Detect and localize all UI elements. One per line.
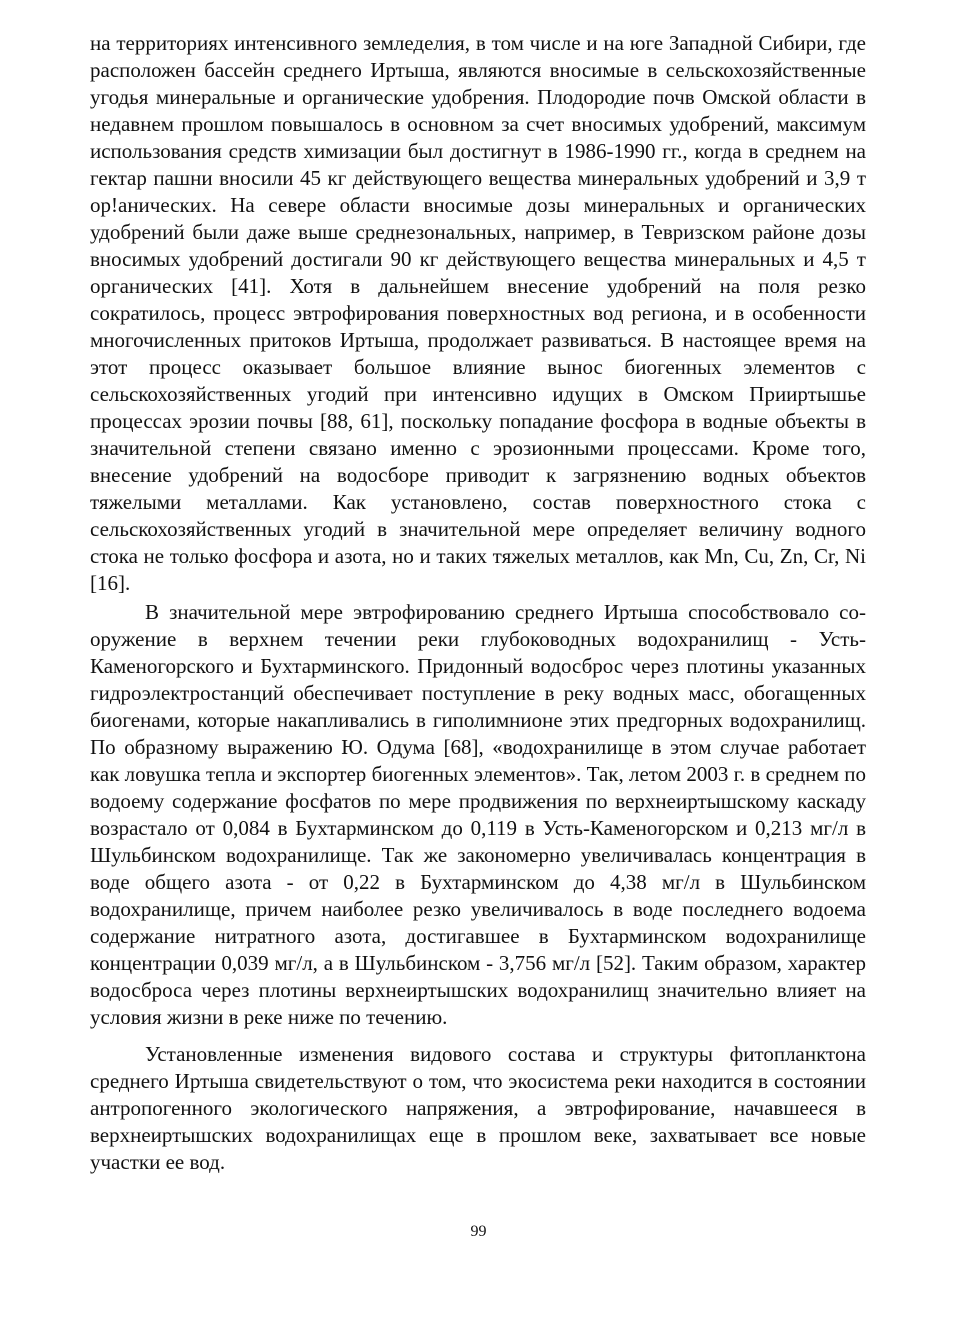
page-body: [90, 30, 866, 1176]
page-number: 99: [470, 1223, 487, 1240]
paragraph-2: В значительной мере эвтрофированию среднего Иртыша способствовало сооружение в верхнем течении реки глубоководных водохранилищ - Усть-Каменогорского и Бухтарминского. Придонный водосброс через плотины указанных гидроэлектростанций обеспечивает поступление в реку водных масс, обогащенных биогенами, которые накапливались в гиполимнионе этих предгорных водохранилищ. По образному выражению Ю. Одума [68], «водохранилище в этом случае работает как ловушка тепла и экспортер биогенных элементов». Так, летом 2003 г. в среднем по водоему содержание фосфатов по мере продвижения по верхнеиртышскому каскаду возрастало от 0,084 в Бухтарминском до 0,119 в Усть-Каменогорском и 0,213 мг/л в Шульбинском водохранилище. Так же закономерно увеличивалась концентрация в воде общего азота - от 0,22 в Бухтарминском до 4,38 мг/л в Шульбинском водохранилище, причем наиболее резко увеличивалось в воде последнего водоема содержание нитратного азота, достигавшее в Бухтарминском водохранилище концентрации 0,039 мг/л, а в Шульбинском - 3,756 мг/л [52]. Таким образом, характер водосброса через плотины верхнеиртышских водохранилищ значительно влияет на условия жизни в реке ниже по течению.: [90, 600, 866, 1029]
paragraph-3: Установленные изменения видового состава и структуры фитопланктона среднего Иртыша свидетельствуют о том, что экосистема реки находится в состоянии антропогенного экологического напряжения, а эвтрофирование, начавшееся в верхнеиртышских водохранилищах еще в прошлом веке, захватывает все новые участки ее вод.: [90, 1042, 866, 1174]
paragraph-1: на территориях интенсивного земледелия, в том числе и на юге Западной Сибири, где расположен бассейн среднего Иртыша, являются вносимые в сельскохозяйственные угодья минеральные и органические удобрения. Плодородие почв Омской области в недавнем прошлом повышалось в основном за счет вносимых удобрений, максимум использования средств химизации был достигнут в 1986-1990 гг., когда в среднем на гектар пашни вносили 45 кг действующего вещества минеральных удобрений и 3,9 т ор!анических. На севере области вносимые дозы минеральных и органических удобрений были даже выше среднезональных, например, в Тевризском районе дозы вносимых удобрений достигали 90 кг действующего вещества минеральных и 4,5 т органических [41]. Хотя в дальнейшем внесение удобрений на поля резко сократилось, процесс эвтрофирования поверхностных вод региона, и в особенности многочисленных притоков Иртыша, продолжает развиваться. В настоящее время на этот процесс оказывает большое влияние вынос биогенных элементов с сельскохозяйственных угодий при интенсивно идущих в Омском Прииртышье процессах эрозии почвы [88, 61], поскольку попадание фосфора в водные объекты в значительной степени связано именно с эрозионными процессами. Кроме того, внесение удобрений на водосборе приводит к загрязнению водных объектов тяжелыми металлами. Как установлено, состав поверхностного стока с сельскохозяйственных угодий в значительной мере определяет величину водного стока не только фосфора и азота, но и таких тяжелых металлов, как Mn, Cu, Zn, Cr, Ni [16].: [90, 31, 866, 595]
